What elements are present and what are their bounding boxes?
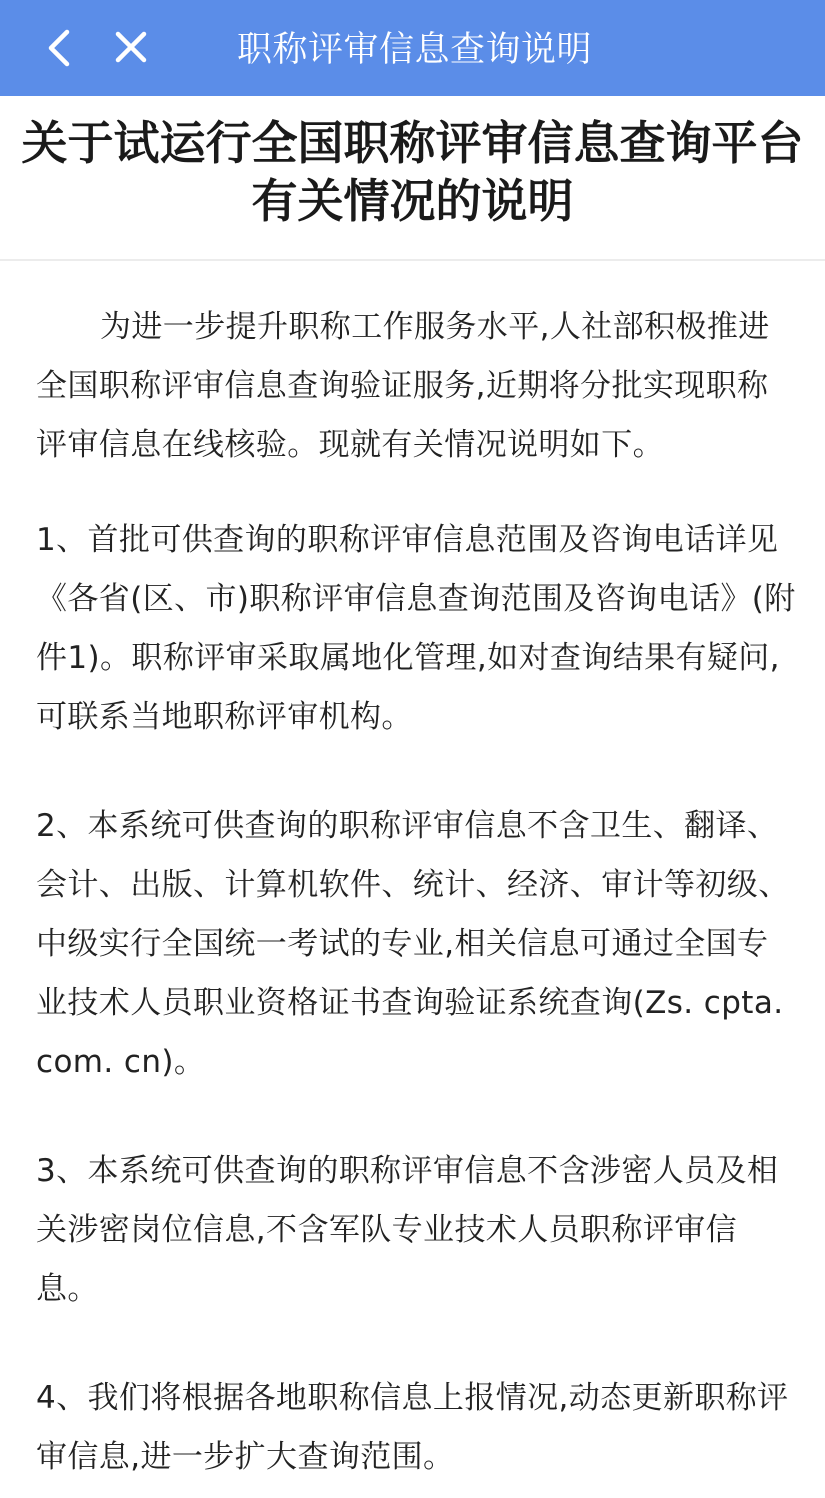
- list-item: 4、我们将根据各地职称信息上报情况,动态更新职称评审信息,进一步扩大查询范围。: [36, 1380, 789, 1475]
- document-title: 关于试运行全国职称评审信息查询平台有关情况的说明: [21, 116, 804, 228]
- list-item: 1、首批可供查询的职称评审信息范围及咨询电话详见《各省(区、市)职称评审信息查询范围及咨询电话》(附件1)。职称评审采取属地化管理,如对查询结果有疑问,可联系当地职称评审机构。: [36, 522, 796, 735]
- intro-paragraph: 为进一步提升职称工作服务水平,人社部积极推进全国职称评审信息查询验证服务,近期将分批实现职称评审信息在线核验。现就有关情况说明如下。: [36, 309, 770, 463]
- list-item: 3、本系统可供查询的职称评审信息不含涉密人员及相关涉密岗位信息,不含军队专业技术人员职称评审信息。: [36, 1153, 779, 1307]
- page-title: 职称评审信息查询说明: [236, 30, 592, 70]
- top-navigation-bar: [0, 0, 825, 96]
- list-item: 2、本系统可供查询的职称评审信息不含卫生、翻译、会计、出版、计算机软件、统计、经济、审计等初级、中级实行全国统一考试的专业,相关信息可通过全国专业技术人员职业资格证书查询验证系统查询(Zs. cpta. com. cn)。: [36, 808, 790, 1080]
- document-header: [0, 96, 825, 261]
- document-body: [36, 298, 796, 1487]
